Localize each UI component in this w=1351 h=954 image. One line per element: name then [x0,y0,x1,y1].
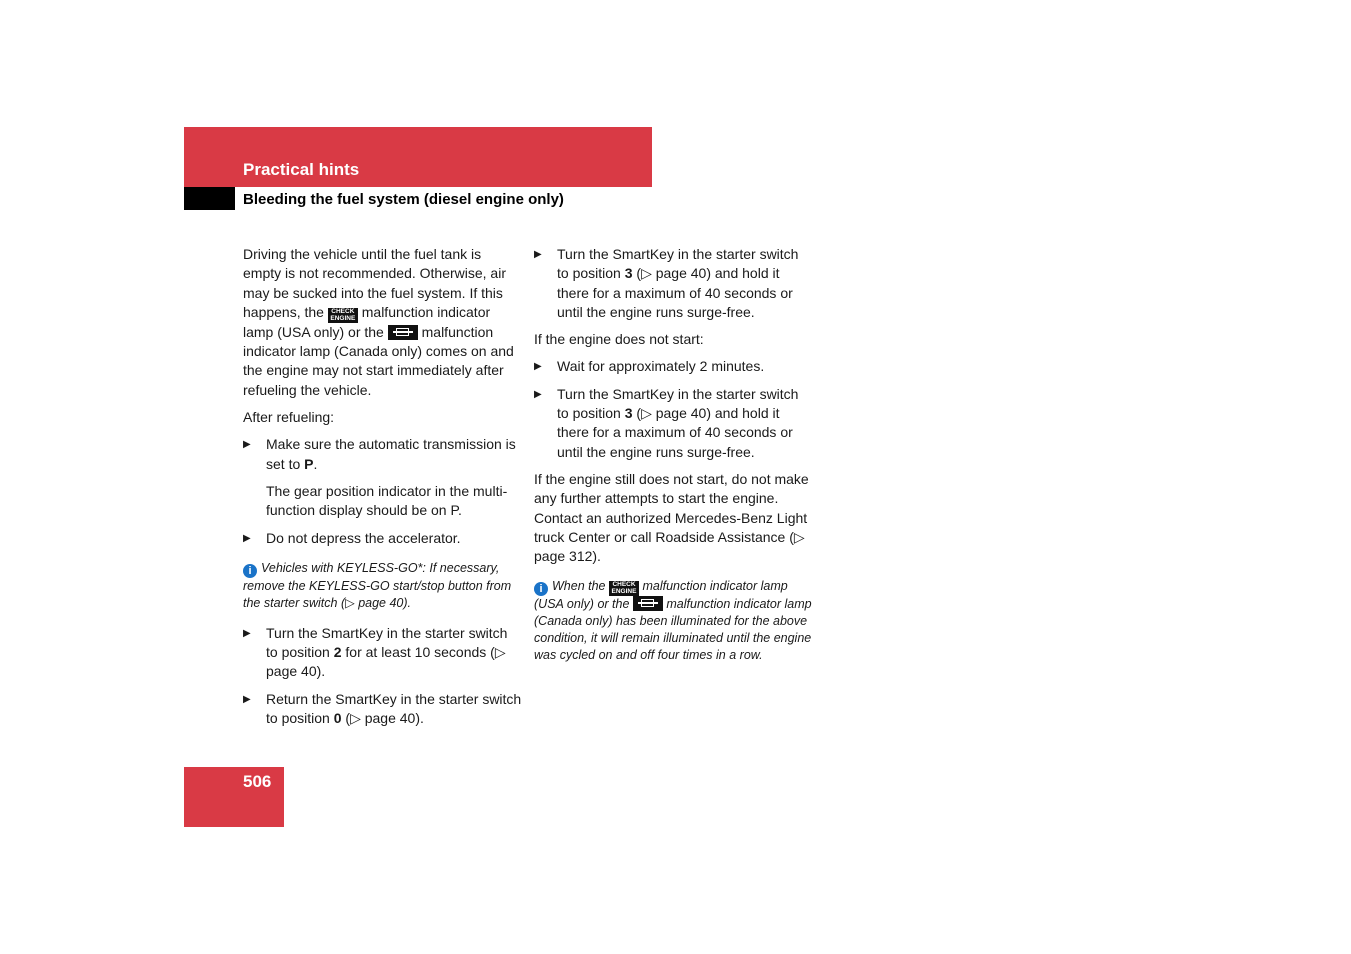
section-title: Practical hints [243,160,360,179]
list-item: ▶ Wait for approximately 2 minutes. [534,357,814,376]
list-item: ▶ Make sure the automatic transmission is set to P. [243,436,516,472]
info-icon: i [534,582,548,596]
info-icon: i [243,564,257,578]
still-not-start-paragraph: If the engine still does not start, do not make any further attempts to start the engine. Contact an authorized Mercedes-Benz Light truck Center or call Roadside Assistance (▷ page 312). [534,470,809,565]
not-start-label: If the engine does not start: [534,331,704,348]
bullet-arrow-icon: ▶ [243,627,251,639]
bullet-arrow-icon: ▶ [534,388,542,400]
info-note: i When the CHECK ENGINE malfunction indicator lamp (USA only) or the malfunction indicator lamp (Canada only) has been illuminated for the above condition, it will remain illuminated until the engine was cycled on and off four times in a row. [534,579,812,663]
intro-paragraph: Driving the vehicle until the fuel tank is empty is not recommended. Otherwise, air may be sucked into the fuel system. If this happens, the CHECK ENGINE malfunction indicator lamp (USA only) or the malfunction indicator lamp (Canada only) comes on and the engine may not start immediately after refueling the vehicle. [243,246,514,398]
left-column [243,245,523,736]
info-note: i Vehicles with KEYLESS-GO*: If necessary, remove the KEYLESS-GO start/stop button from the starter switch (▷ page 40). [243,560,512,610]
bullet-arrow-icon: ▶ [243,439,251,451]
list-item: ▶ Return the SmartKey in the starter switch to position 0 (▷ page 40). [243,690,522,727]
list-item-detail: The gear position indicator in the multi-function display should be on P. [266,482,508,519]
check-engine-icon: CHECK ENGINE [609,581,639,596]
after-refueling-label: After refueling: [243,409,335,426]
bullet-arrow-icon: ▶ [243,693,251,705]
bullet-arrow-icon: ▶ [243,532,251,544]
right-column [534,245,814,676]
page-number: 506 [243,772,272,791]
list-item: ▶ Turn the SmartKey in the starter switch to position 2 for at least 10 seconds (▷ page 40). [243,624,508,680]
list-item: ▶ Turn the SmartKey in the starter switch to position 3 (▷ page 40) and hold it there for a maximum of 40 seconds or until the engine runs surge-free. [534,385,799,460]
subsection-title: Bleeding the fuel system (diesel engine only) [243,191,564,208]
check-engine-icon: CHECK ENGINE [328,308,358,323]
list-item: ▶ Turn the SmartKey in the starter switch to position 3 (▷ page 40) and hold it there for a maximum of 40 seconds or until the engine runs surge-free. [534,246,799,320]
bullet-arrow-icon: ▶ [534,361,542,373]
header-marker [184,187,235,210]
bullet-arrow-icon: ▶ [534,249,542,260]
engine-icon [388,325,418,340]
engine-icon [633,596,663,611]
list-item: ▶ Do not depress the accelerator. [243,529,523,548]
